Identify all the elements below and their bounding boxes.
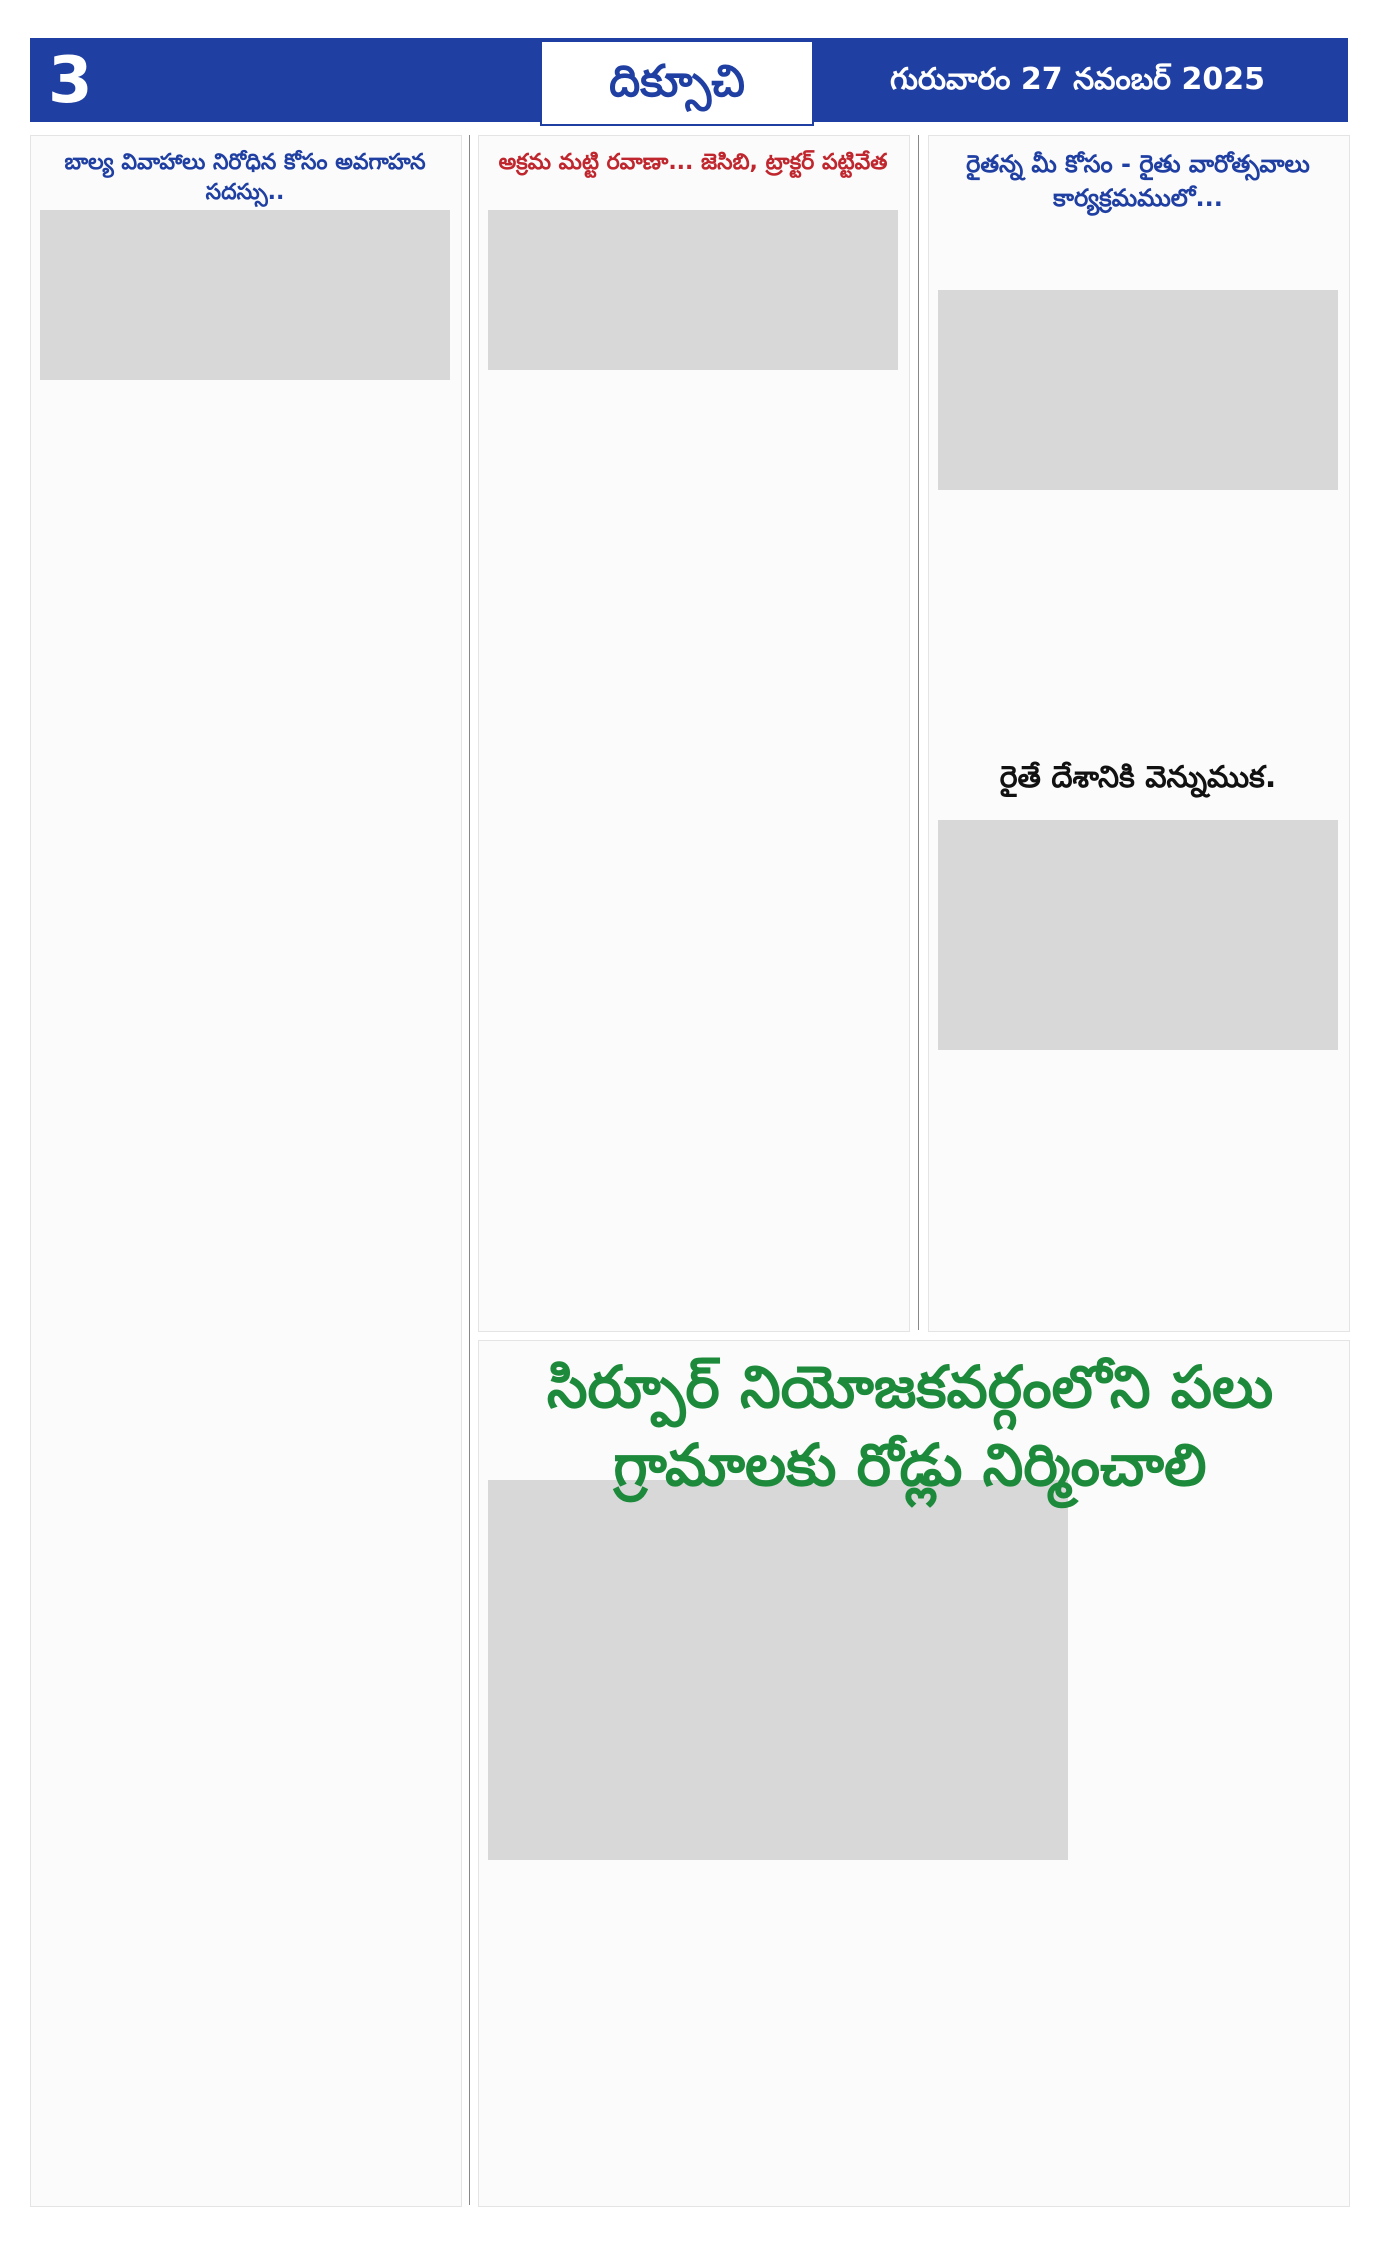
bottom-banner-headline: సిర్పూర్ నియోజకవర్గంలోని పలు గ్రామాలకు రోడ్లు నిర్మించాలి	[546, 1353, 1274, 1499]
newspaper-logo: దిక్సూచి	[540, 40, 814, 126]
page-number: 3	[48, 44, 93, 118]
center-top-headline: అక్రమ మట్టి రవాణా... జెసిబి, ట్రాక్టర్ పట్టివేత	[498, 150, 888, 175]
column-separator	[469, 135, 470, 2205]
photo	[488, 210, 898, 370]
photo	[488, 1480, 1068, 1860]
left-column	[30, 135, 462, 2207]
photo	[938, 820, 1338, 1050]
left-top-headline: బాల్య వివాహాలు నిరోధిన కోసం అవగాహన సదస్సు..	[64, 150, 426, 205]
issue-date: గురువారం 27 నవంబర్ 2025	[890, 62, 1265, 97]
photo	[40, 210, 450, 380]
right-top-headline: రైతన్న మీ కోసం - రైతు వారోత్సవాలు కార్యక్రమములో...	[966, 150, 1310, 212]
right-mid-headline: రైతే దేశానికి వెన్నుముక.	[999, 760, 1277, 795]
column-separator	[918, 135, 919, 1330]
photo	[938, 290, 1338, 490]
